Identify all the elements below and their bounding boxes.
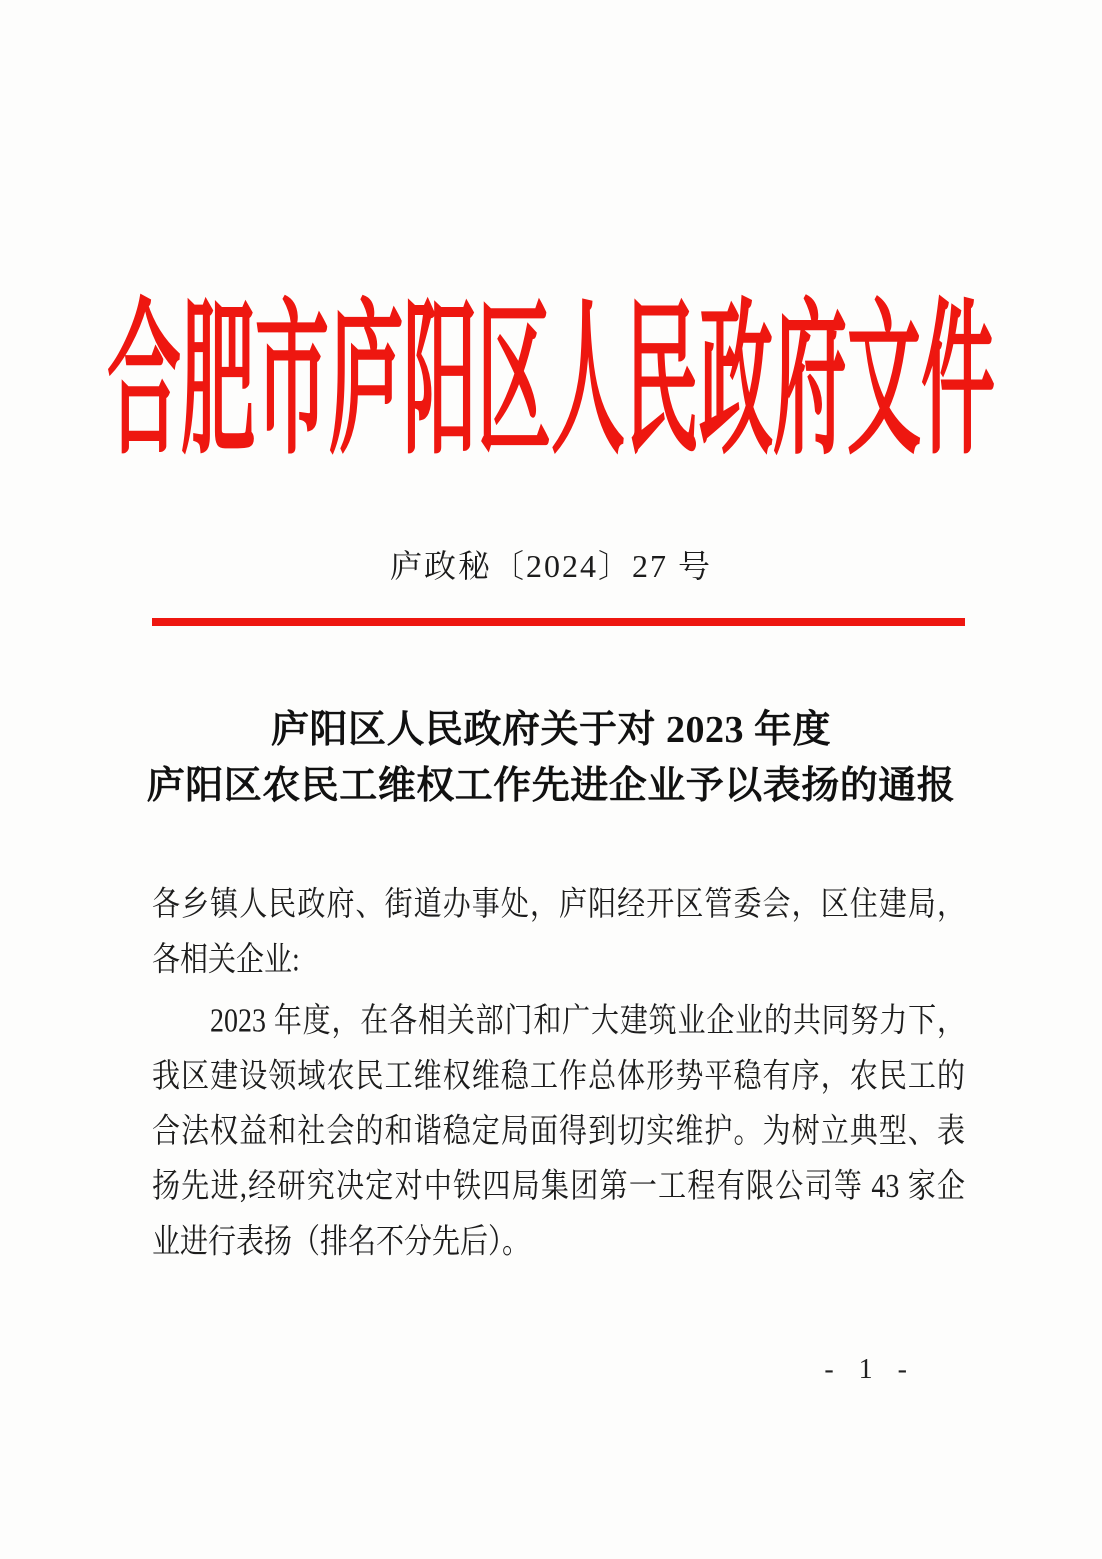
masthead-title: 合肥市庐阳区人民政府文件 [107,290,995,477]
body-line: 合法权益和社会的和谐稳定局面得到切实维护。为树立典型、表 [152,1113,965,1151]
page-number: - 1 - [824,1354,916,1385]
document-title-line-1: 庐阳区人民政府关于对 2023 年度 [270,709,831,751]
government-masthead [0,290,1102,477]
salutation-line: 各相关企业: [152,941,300,979]
body-line: 2023 年度，在各相关部门和广大建筑业企业的共同努力下， [210,1002,965,1040]
body-line: 扬先进,经研究决定对中铁四局集团第一工程有限公司等 43 家企 [152,1168,965,1206]
document-title-line-2: 庐阳区农民工维权工作先进企业予以表扬的通报 [146,765,956,807]
body-line: 我区建设领域农民工维权维稳工作总体形势平稳有序，农民工的 [152,1058,965,1096]
main-paragraph [152,994,965,1270]
document-title [0,702,1102,814]
red-divider-rule [152,618,965,626]
salutation-paragraph [152,878,965,988]
salutation-line: 各乡镇人民政府、街道办事处，庐阳经开区管委会，区住建局， [152,886,965,924]
document-reference-number: 庐政秘〔2024〕27 号 [389,548,712,584]
document-body [152,878,965,1270]
body-line: 业进行表扬（排名不分先后）。 [152,1223,531,1261]
